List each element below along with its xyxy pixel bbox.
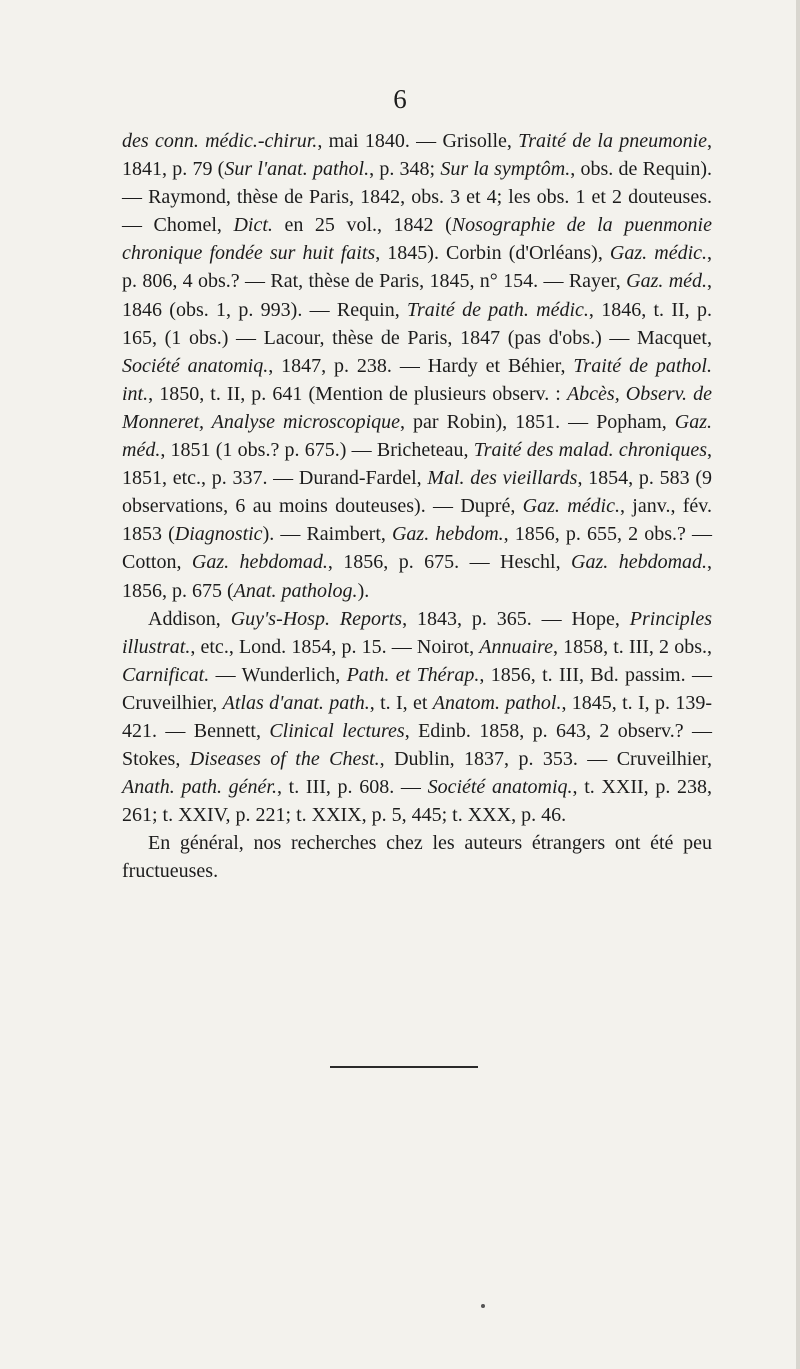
text-run: , 1847, p. 238. — Hardy et Béhier, xyxy=(268,354,574,377)
text-run: , 1851 (1 obs.? p. 675.) — Bricheteau, xyxy=(160,439,474,462)
text-run: , obs. de Requin). — Raymond, thèse de Paris, 1842, obs. 3 et 4; les obs. 1 et 2 douteuses. — Chomel, xyxy=(122,158,713,237)
citation-title: Nosographie de la puenmonie chronique fondée sur huit faits xyxy=(122,214,712,265)
text-run: , t. XXII, p. 238, 261; t. XXIV, p. 221; t. XXIX, p. 5, 445; t. XXX, p. 46. xyxy=(122,776,712,827)
text-run: , 1858, t. III, 2 obs., xyxy=(552,635,712,658)
citation-title: Sur la symptôm. xyxy=(440,158,571,181)
page-number: 6 xyxy=(393,84,407,114)
citation-title: Dict. xyxy=(233,214,273,237)
paragraph xyxy=(122,127,712,605)
text-run: , 1851, etc., p. 337. — Durand-Fardel, xyxy=(122,439,712,490)
citation-title: Gaz. médic. xyxy=(609,242,707,265)
citation-title: Carnificat. xyxy=(122,663,210,686)
text-run: , 1850, t. II, p. 641 (Mention de plusieurs observ. : xyxy=(148,382,567,405)
section-rule xyxy=(330,1066,478,1068)
ink-speck xyxy=(481,1304,485,1308)
citation-title: Gaz. hebdomad. xyxy=(571,551,708,574)
text-run: , t. III, p. 608. — xyxy=(277,776,428,799)
text-run: , 1854, p. 583 (9 observations, 6 au moins douteuses). — Dupré, xyxy=(122,467,712,518)
citation-title: Clinical lectures xyxy=(269,719,405,742)
citation-title: Sur l'anat. pathol. xyxy=(224,158,370,181)
citation-title: Principles illustrat. xyxy=(122,607,712,658)
text-run: , 1841, p. 79 ( xyxy=(122,130,713,181)
text-run: , 1856, p. 655, 2 obs.? — Cotton, xyxy=(122,523,712,574)
paragraph xyxy=(122,829,712,885)
text-run: , 1856, p. 675 ( xyxy=(122,551,713,602)
text-run: , 1845). Corbin (d'Orléans), xyxy=(375,242,610,265)
text-run: En général, nos recherches chez les auteurs étrangers ont été peu fructueuses. xyxy=(122,832,712,883)
text-run: , 1843, p. 365. — Hope, xyxy=(402,607,630,630)
citation-title: Société anatomiq. xyxy=(122,354,269,377)
text-run: , mai 1840. — Grisolle, xyxy=(317,130,519,152)
text-run: , 1845, t. I, p. 139-421. — Bennett, xyxy=(122,691,712,742)
citation-title: Traité des malad. chroniques xyxy=(473,439,707,462)
citation-title: Gaz. méd. xyxy=(122,410,712,462)
text-run: — Wunderlich, xyxy=(209,663,347,686)
text-run: , 1856, t. III, Bd. passim. — Cruveilhier, xyxy=(122,663,712,714)
citation-title: Gaz. méd. xyxy=(626,270,708,293)
text-run: ). xyxy=(357,579,370,602)
text-run: , etc., Lond. 1854, p. 15. — Noirot, xyxy=(190,635,480,658)
citation-title: Atlas d'anat. path. xyxy=(222,691,370,714)
citation-title: Guy's-Hosp. Reports xyxy=(230,607,403,630)
citation-title: Gaz. hebdomad. xyxy=(191,551,328,574)
citation-title: Société anatomiq. xyxy=(427,776,573,799)
citation-title: Abcès, Observ. de Monneret, Analyse microscopique xyxy=(122,382,712,433)
citation-title: Anatom. pathol. xyxy=(432,691,562,714)
citation-title: Gaz. hebdom. xyxy=(391,523,504,546)
text-run: , Dublin, 1837, p. 353. — Cruveilhier, xyxy=(379,748,713,771)
citation-title: Diseases of the Chest. xyxy=(189,748,380,771)
paragraph xyxy=(122,605,712,830)
citation-title: Traité de la pneumonie xyxy=(518,130,708,152)
citation-title: Traité de path. médic. xyxy=(407,298,589,321)
text-run: , p. 806, 4 obs.? — Rat, thèse de Paris, 1845, n° 154. — Rayer, xyxy=(122,242,712,293)
body-text xyxy=(122,127,712,886)
text-run: Addison, xyxy=(148,607,231,630)
text-run: , par Robin), 1851. — Popham, xyxy=(400,410,675,433)
citation-title: Mal. des vieillards xyxy=(427,467,578,490)
text-run: , p. 348; xyxy=(369,158,441,181)
page-edge xyxy=(796,0,800,1369)
text-run: , t. I, et xyxy=(369,691,433,714)
citation-title: Annuaire xyxy=(479,635,553,658)
text-run: , janv., fév. 1853 ( xyxy=(122,495,713,546)
citation-title: Gaz. médic. xyxy=(522,495,620,518)
text-run: ). — Raimbert, xyxy=(262,523,392,546)
text-run: , 1846 (obs. 1, p. 993). — Requin, xyxy=(122,270,713,321)
citation-title: Anat. patholog. xyxy=(233,579,358,602)
citation-title: Diagnostic xyxy=(174,523,263,546)
citation-title: Traité de pathol. int. xyxy=(122,354,712,405)
text-run: , 1846, t. II, p. 165, (1 obs.) — Lacour, thèse de Paris, 1847 (pas d'obs.) — Macquet, xyxy=(122,298,712,349)
citation-title: Anath. path. génér. xyxy=(122,776,277,799)
text-run: , Edinb. 1858, p. 643, 2 observ.? — Stokes, xyxy=(122,719,712,771)
citation-title: Path. et Thérap. xyxy=(346,663,480,686)
citation-title: des conn. médic.-chirur. xyxy=(122,130,318,152)
text-run: , 1856, p. 675. — Heschl, xyxy=(327,551,572,574)
text-run: en 25 vol., 1842 ( xyxy=(272,214,452,237)
